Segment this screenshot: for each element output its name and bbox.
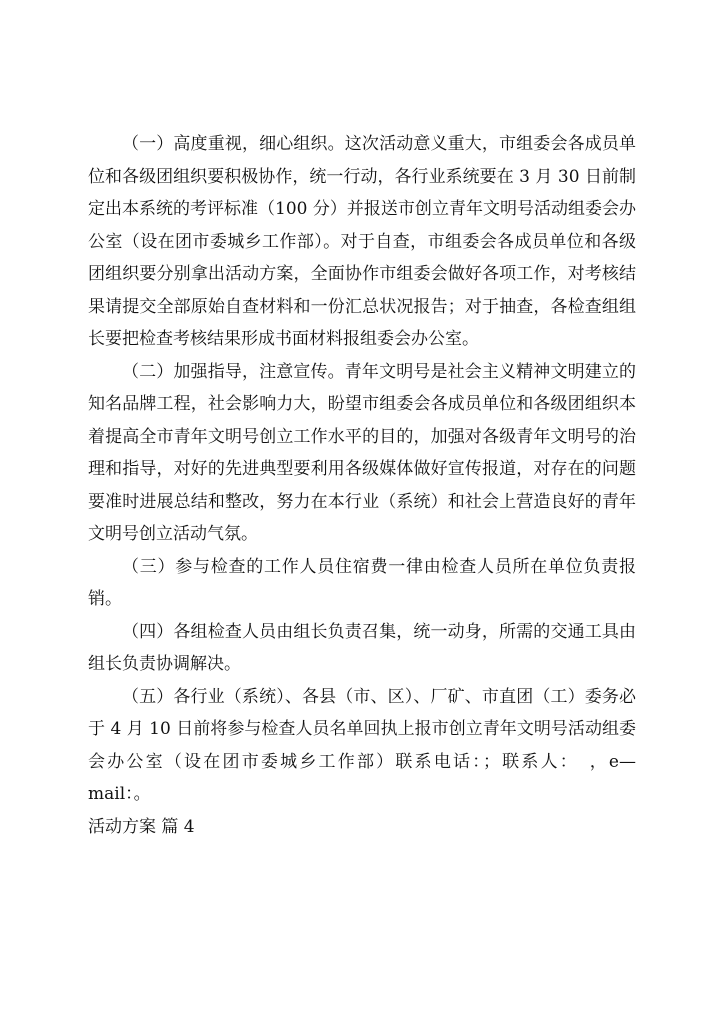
paragraph-5: （五）各行业（系统）、各县（市、区）、厂矿、市直团（工）委务必于 4 月 10 日前将参与检查人员名单回执上报市创立青年文明号活动组委会办公室（设在团市委城乡工作部）联系电话：；联系人： ，e—mail：。 [88,686,636,804]
paragraph-1: （一）高度重视，细心组织。这次活动意义重大，市组委会各成员单位和各级团组织要积极协作，统一行动，各行业系统要在 3 月 30 日前制定出本系统的考评标准（100 分）并报送市创立青年文明号活动组委会办公室（设在团市委城乡工作部）。对于自查，市组委会各成员单位和各级团组织要分别拿出活动方案，全面协作市组委会做好各项工作，对考核结果请提交全部原始自查材料和一份汇总状况报告；对于抽查，各检查组组长要把检查考核结果形成书面材料报组委会办公室。 [88,134,636,349]
section-heading: 活动方案 篇 4 [88,816,195,837]
paragraph-3: （三）参与检查的工作人员住宿费一律由检查人员所在单位负责报销。 [88,556,636,609]
paragraph-2: （二）加强指导，注意宣传。青年文明号是社会主义精神文明建立的知名品牌工程，社会影响力大，盼望市组委会各成员单位和各级团组织本着提高全市青年文明号创立工作水平的目的，加强对各级青年文明号的治理和指导，对好的先进典型要利用各级媒体做好宣传报道，对存在的问题要准时进展总结和整改，努力在本行业（系统）和社会上营造良好的青年文明号创立活动气氛。 [88,361,636,544]
paragraph-4: （四）各组检查人员由组长负责召集，统一动身，所需的交通工具由组长负责协调解决。 [88,621,636,674]
document-body [88,128,636,843]
